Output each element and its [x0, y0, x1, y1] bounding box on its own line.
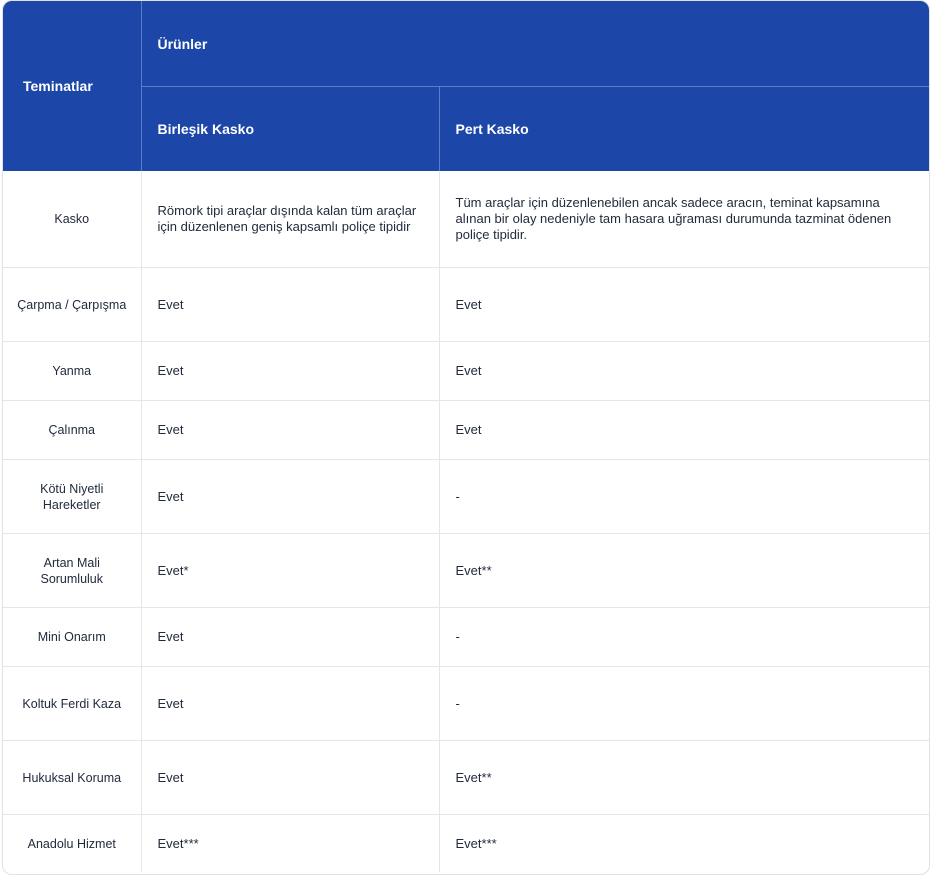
- table-row: [3, 171, 929, 268]
- table-row: [3, 534, 929, 608]
- table-header: [3, 1, 929, 171]
- cell-pert: -: [439, 608, 929, 667]
- table-row: [3, 741, 929, 815]
- cell-birlesik: Evet: [141, 460, 439, 534]
- row-label: Çalınma: [3, 401, 141, 460]
- row-label: Anadolu Hizmet: [3, 815, 141, 873]
- cell-birlesik: Evet: [141, 608, 439, 667]
- cell-pert: Evet***: [439, 815, 929, 873]
- cell-birlesik: Römork tipi araçlar dışında kalan tüm araçlar için düzenlenen geniş kapsamlı poliçe tipidir: [141, 171, 439, 268]
- cell-birlesik: Evet: [141, 741, 439, 815]
- table-row: [3, 608, 929, 667]
- cell-birlesik: Evet: [141, 401, 439, 460]
- cell-pert: -: [439, 667, 929, 741]
- row-label: Kötü Niyetli Hareketler: [3, 460, 141, 534]
- cell-birlesik: Evet: [141, 342, 439, 401]
- row-label: Kasko: [54, 212, 90, 226]
- table-row: [3, 460, 929, 534]
- cell-pert: Evet: [439, 268, 929, 342]
- row-label: Hukuksal Koruma: [3, 741, 141, 815]
- cell-pert: -: [439, 460, 929, 534]
- cell-pert: Evet: [439, 342, 929, 401]
- cell-birlesik: Evet: [141, 268, 439, 342]
- cell-pert: Evet: [439, 401, 929, 460]
- cell-pert: Evet**: [439, 534, 929, 608]
- header-teminatlar: Teminatlar: [3, 1, 141, 171]
- coverage-comparison-table-container: [2, 0, 930, 875]
- header-product-pert-kasko: Pert Kasko: [439, 87, 929, 172]
- table-body: [3, 171, 929, 872]
- table-row: [3, 815, 929, 873]
- row-label: Koltuk Ferdi Kaza: [3, 667, 141, 741]
- table-row: [3, 342, 929, 401]
- row-label: Mini Onarım: [3, 608, 141, 667]
- cell-pert: Evet**: [439, 741, 929, 815]
- coverage-comparison-table: [3, 1, 929, 872]
- cell-birlesik: Evet*: [141, 534, 439, 608]
- table-row: [3, 268, 929, 342]
- table-row: [3, 401, 929, 460]
- cell-pert: Tüm araçlar için düzenlenebilen ancak sadece aracın, teminat kapsamına alınan bir olay nedeniyle tam hasara uğraması durumunda tazminat ödenen poliçe tipidir.: [455, 195, 892, 242]
- row-label: Çarpma / Çarpışma: [3, 268, 141, 342]
- row-label: Yanma: [3, 342, 141, 401]
- cell-birlesik: Evet***: [141, 815, 439, 873]
- cell-birlesik: Evet: [141, 667, 439, 741]
- row-label: Artan Mali Sorumluluk: [3, 534, 141, 608]
- table-row: [3, 667, 929, 741]
- header-product-birlesik-kasko: Birleşik Kasko: [141, 87, 439, 172]
- header-urunler: Ürünler: [141, 1, 929, 87]
